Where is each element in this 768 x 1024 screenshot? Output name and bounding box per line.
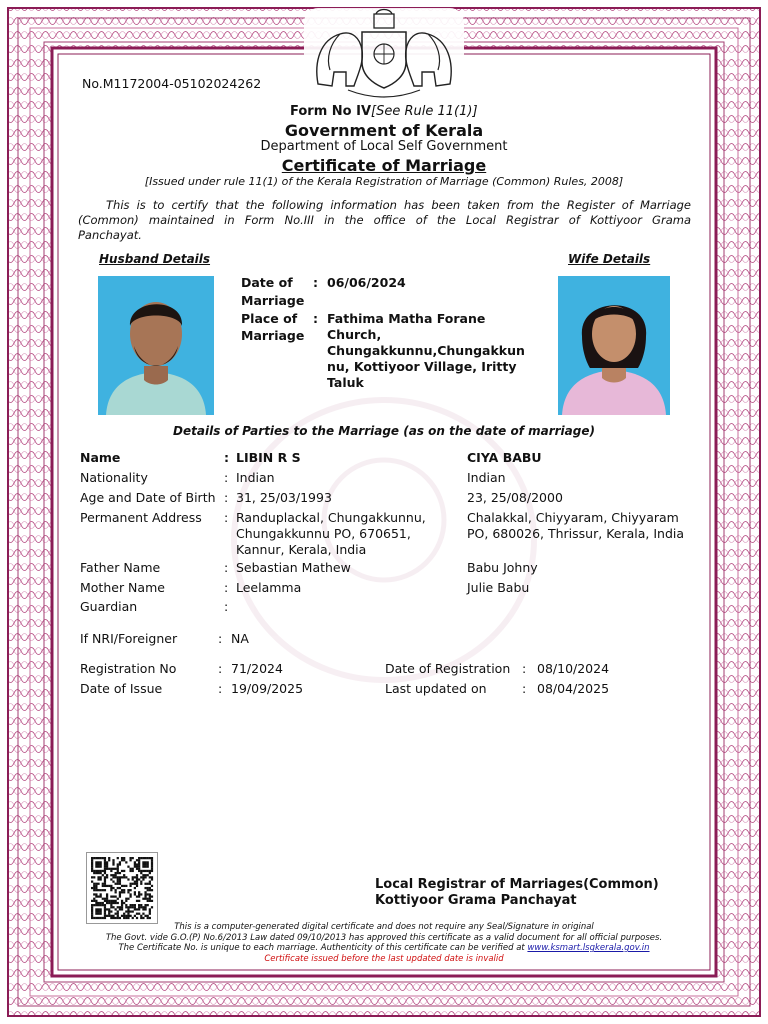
registrar-block bbox=[375, 877, 659, 909]
last-updated-value: 08/04/2025 bbox=[537, 681, 610, 696]
wife-address bbox=[467, 510, 684, 542]
place-line-1: Fathima Matha Forane bbox=[327, 311, 486, 326]
certify-line-2: (Common) maintained in Form No.III in the office of the Local Registrar of Kottiyoor Grama bbox=[78, 213, 691, 227]
husband-address-line-3: Kannur, Kerala, India bbox=[236, 542, 367, 557]
certificate-number: No.M1172004-05102024262 bbox=[82, 76, 262, 91]
wife-name: CIYA BABU bbox=[467, 450, 542, 465]
place-line-3: Chungakkunnu,Chungakkun bbox=[327, 343, 525, 358]
nationality-label: Nationality bbox=[80, 470, 148, 485]
footer-line-3-text: The Certificate No. is unique to each marriage. Authenticity of this certificate can be verified at bbox=[118, 943, 528, 953]
registration-date-label: Date of Registration bbox=[385, 661, 511, 676]
place-line-5: Taluk bbox=[327, 375, 364, 390]
wife-address-line-1: Chalakkal, Chiyyaram, Chiyyaram bbox=[467, 510, 679, 525]
last-updated-label: Last updated on bbox=[385, 681, 487, 696]
issue-date-value: 19/09/2025 bbox=[231, 681, 304, 696]
age-label: Age and Date of Birth bbox=[80, 490, 216, 505]
wife-father: Babu Johny bbox=[467, 560, 538, 575]
mother-colon: : bbox=[224, 580, 229, 595]
date-label-line-1: Date of bbox=[241, 275, 293, 290]
registration-no-colon: : bbox=[218, 661, 223, 676]
nationality-colon: : bbox=[224, 470, 229, 485]
place-of-marriage-label bbox=[241, 311, 304, 344]
husband-address-line-2: Chungakkunnu PO, 670651, bbox=[236, 526, 411, 541]
husband-father: Sebastian Mathew bbox=[236, 560, 351, 575]
footer-line-3 bbox=[60, 943, 708, 954]
registration-no-value: 71/2024 bbox=[231, 661, 283, 676]
husband-address-line-1: Randuplackal, Chungakkunnu, bbox=[236, 510, 426, 525]
date-label-line-2: Marriage bbox=[241, 293, 305, 308]
nri-label: If NRI/Foreigner bbox=[80, 631, 178, 646]
place-line-2: Church, bbox=[327, 327, 382, 342]
address-colon: : bbox=[224, 510, 229, 525]
footer-line-2: The Govt. vide G.O.(P) No.6/2013 Law dated 09/10/2013 has approved this certificate as a valid document for all official purposes. bbox=[105, 932, 663, 943]
form-number bbox=[290, 104, 478, 119]
wife-nationality: Indian bbox=[467, 470, 506, 485]
verification-link[interactable]: www.ksmart.lsgkerala.gov.in bbox=[527, 943, 650, 953]
address-label: Permanent Address bbox=[80, 510, 202, 525]
registrar-title: Local Registrar of Marriages(Common) bbox=[375, 877, 659, 892]
certify-line-3: Panchayat. bbox=[78, 228, 142, 242]
nri-value: NA bbox=[231, 631, 249, 646]
government-title: Government of Kerala bbox=[284, 121, 484, 140]
place-colon: : bbox=[313, 311, 318, 326]
wife-address-line-2: PO, 680026, Thrissur, Kerala, India bbox=[467, 526, 685, 541]
last-updated-colon: : bbox=[522, 681, 527, 696]
mother-label: Mother Name bbox=[80, 580, 165, 595]
place-label-line-1: Place of bbox=[241, 311, 298, 326]
footer-notes bbox=[60, 922, 708, 964]
wife-age: 23, 25/08/2000 bbox=[467, 490, 563, 505]
form-rule: [See Rule 11(1)] bbox=[371, 104, 478, 119]
husband-name: LIBIN R S bbox=[236, 450, 301, 465]
certificate-title: Certificate of Marriage bbox=[281, 156, 487, 175]
certify-line-1: This is to certify that the following information has been taken from the Register of Marriage bbox=[106, 198, 691, 212]
wife-mother: Julie Babu bbox=[467, 580, 530, 595]
nri-colon: : bbox=[218, 631, 223, 646]
parties-heading: Details of Parties to the Marriage (as on the date of marriage) bbox=[173, 424, 595, 438]
place-of-marriage-value bbox=[327, 311, 525, 391]
wife-photo bbox=[558, 276, 670, 415]
place-label-line-2: Marriage bbox=[241, 328, 305, 343]
father-label: Father Name bbox=[80, 560, 161, 575]
date-of-marriage-label bbox=[241, 275, 304, 309]
form-no-label: Form No IV bbox=[290, 104, 372, 119]
certify-paragraph bbox=[78, 198, 691, 243]
issue-date-colon: : bbox=[218, 681, 223, 696]
husband-nationality: Indian bbox=[236, 470, 275, 485]
registrar-office: Kottiyoor Grama Panchayat bbox=[375, 893, 577, 908]
kerala-emblem bbox=[300, 4, 468, 100]
registration-date-colon: : bbox=[522, 661, 527, 676]
issued-under-text: [Issued under rule 11(1) of the Kerala Registration of Marriage (Common) Rules, 2008] bbox=[144, 175, 624, 188]
husband-details-label: Husband Details bbox=[99, 252, 211, 266]
department-title: Department of Local Self Government bbox=[260, 139, 508, 154]
husband-age: 31, 25/03/1993 bbox=[236, 490, 332, 505]
footer-line-1: This is a computer-generated digital certificate and does not require any Seal/Signature in original bbox=[174, 922, 594, 932]
registration-no-label: Registration No bbox=[80, 661, 177, 676]
father-colon: : bbox=[224, 560, 229, 575]
age-colon: : bbox=[224, 490, 229, 505]
qr-code bbox=[86, 852, 158, 924]
date-colon: : bbox=[313, 275, 318, 290]
name-colon: : bbox=[224, 450, 229, 465]
wife-details-label: Wife Details bbox=[568, 252, 651, 266]
registration-date-value: 08/10/2024 bbox=[537, 661, 610, 676]
place-line-4: nu, Kottiyoor Village, Iritty bbox=[327, 359, 517, 374]
footer-warning: Certificate issued before the last updated date is invalid bbox=[264, 953, 504, 964]
name-label: Name bbox=[80, 450, 121, 465]
husband-address bbox=[236, 510, 426, 558]
husband-mother: Leelamma bbox=[236, 580, 302, 595]
issue-date-label: Date of Issue bbox=[80, 681, 163, 696]
date-of-marriage-value: 06/06/2024 bbox=[327, 275, 406, 290]
guardian-colon: : bbox=[224, 599, 229, 614]
guardian-label: Guardian bbox=[80, 599, 138, 614]
husband-photo bbox=[98, 276, 214, 415]
